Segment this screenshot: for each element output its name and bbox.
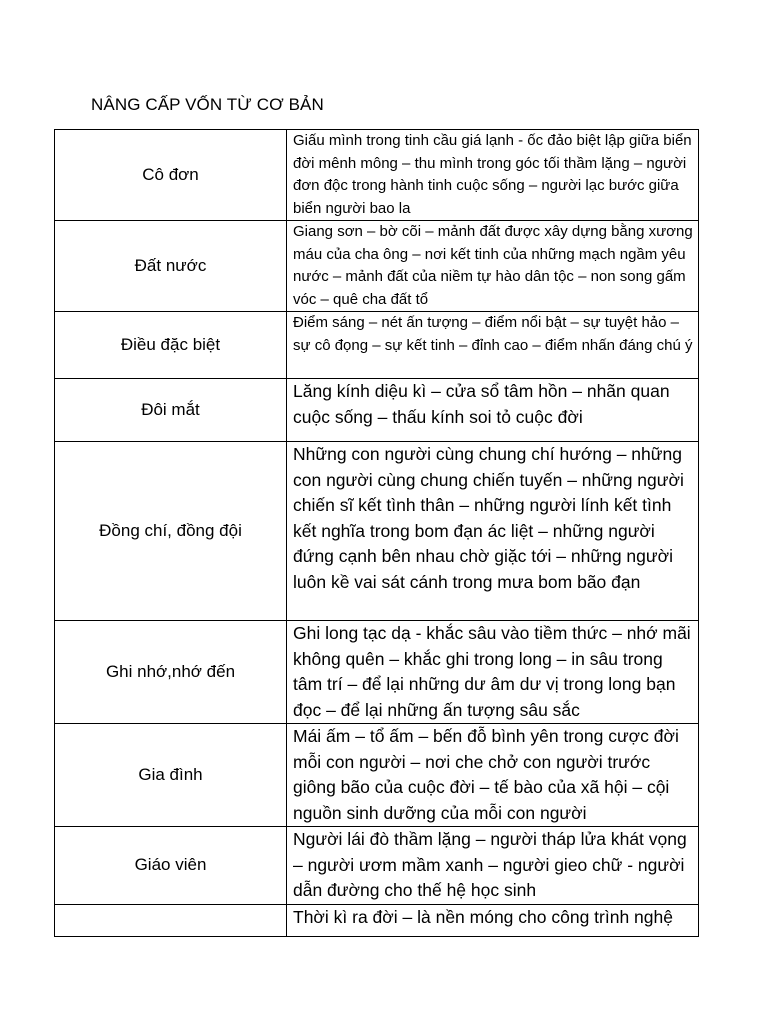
definition-cell: Giang sơn – bờ cõi – mảnh đất được xây dựng bằng xương máu của cha ông – nơi kết tinh của những mạch ngầm yêu nước – mảnh đất của niềm tự hào dân tộc – non song gấm vóc – quê cha đất tổ	[287, 221, 699, 312]
term-cell: Gia đình	[55, 724, 287, 827]
table-row	[55, 442, 699, 621]
vocabulary-table	[54, 129, 699, 937]
term-cell: Ghi nhớ,nhớ đến	[55, 621, 287, 724]
definition-cell: Ghi long tạc dạ - khắc sâu vào tiềm thức – nhớ mãi không quên – khắc ghi trong long – in sâu trong tâm trí – để lại những dư âm dư vị trong long bạn đọc – để lại những ấn tượng sâu sắc	[287, 621, 699, 724]
table-row	[55, 379, 699, 442]
definition-cell: Lăng kính diệu kì – cửa sổ tâm hồn – nhãn quan cuộc sống – thấu kính soi tỏ cuộc đời	[287, 379, 699, 442]
table-row	[55, 621, 699, 724]
table-row	[55, 724, 699, 827]
term-cell: Đồng chí, đồng đội	[55, 442, 287, 621]
definition-cell: Giấu mình trong tinh cầu giá lạnh - ốc đảo biệt lập giữa biển đời mênh mông – thu mình trong góc tối thầm lặng – người đơn độc trong hành tinh cuộc sống – người lạc bước giữa biển người bao la	[287, 130, 699, 221]
definition-cell: Người lái đò thầm lặng – người tháp lửa khát vọng – người ươm mầm xanh – người gieo chữ - người dẫn đường cho thế hệ học sinh	[287, 827, 699, 905]
table-row	[55, 904, 699, 936]
document-title: NÂNG CẤP VỐN TỪ CƠ BẢN	[91, 95, 324, 114]
term-cell: Đôi mắt	[55, 379, 287, 442]
definition-cell: Điểm sáng – nét ấn tượng – điểm nổi bật – sự tuyệt hảo – sự cô đọng – sự kết tinh – đỉnh cao – điểm nhấn đáng chú ý	[287, 312, 699, 379]
table-row	[55, 827, 699, 905]
term-cell: Giáo viên	[55, 827, 287, 905]
term-cell: Điều đặc biệt	[55, 312, 287, 379]
definition-cell: Những con người cùng chung chí hướng – những con người cùng chung chiến tuyến – những người chiến sĩ kết tình thân – những người lính kết tình kết nghĩa trong bom đạn ác liệt – những người đứng cạnh bên nhau chờ giặc tới – những người luôn kề vai sát cánh trong mưa bom bão đạn	[287, 442, 699, 621]
table-row	[55, 221, 699, 312]
term-cell	[55, 904, 287, 936]
term-cell: Cô đơn	[55, 130, 287, 221]
definition-cell: Thời kì ra đời – là nền móng cho công trình nghệ	[287, 904, 699, 936]
table-row	[55, 130, 699, 221]
definition-cell: Mái ấm – tổ ấm – bến đỗ bình yên trong cược đời mỗi con người – nơi che chở con người trước giông bão của cuộc đời – tế bào của xã hội – cội nguồn sinh dưỡng của mỗi con người	[287, 724, 699, 827]
term-cell: Đất nước	[55, 221, 287, 312]
table-row	[55, 312, 699, 379]
